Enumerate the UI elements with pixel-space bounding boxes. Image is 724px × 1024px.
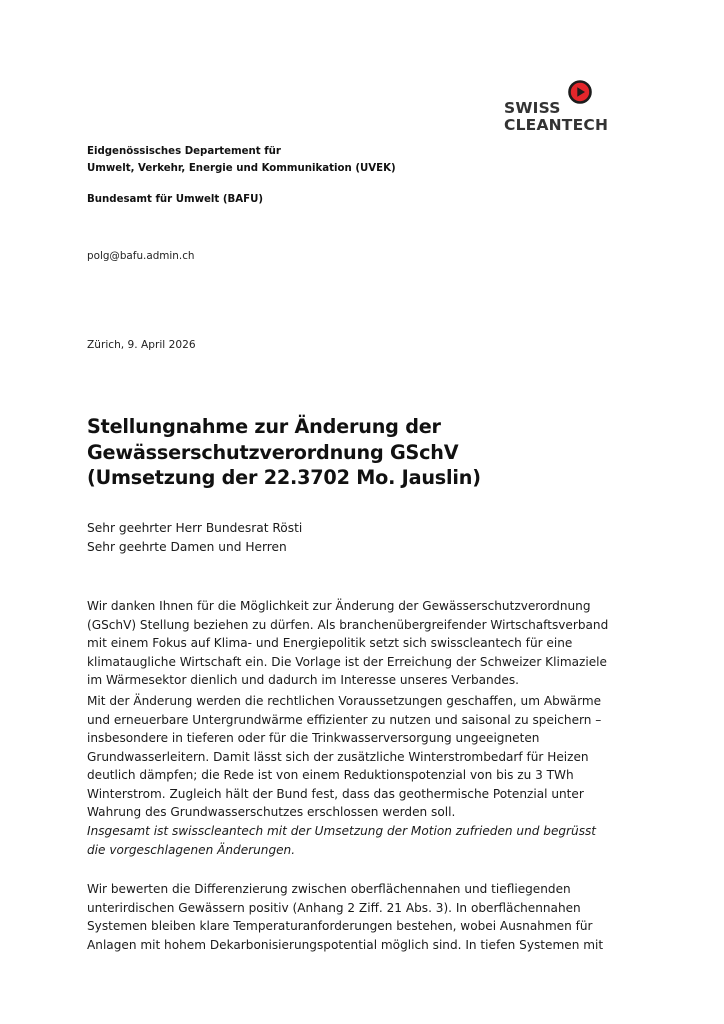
salutation <box>87 519 302 556</box>
paragraph-line: Insgesamt ist swisscleantech mit der Umsetzung der Motion zufrieden und begrüsst <box>87 824 597 838</box>
paragraph-line: Wahrung des Grundwasserschutzes erschlossen werden soll. <box>87 805 456 819</box>
logo-wordmark <box>504 100 608 134</box>
paragraph-line: mit einem Fokus auf Klima- und Energiepolitik setzt sich swisscleantech für eine <box>87 636 573 650</box>
salutation-line-2: Sehr geehrte Damen und Herren <box>87 539 287 554</box>
paragraph-line: klimataugliche Wirtschaft ein. Die Vorlage ist der Erreichung der Schweizer Klimaziele <box>87 654 607 669</box>
title-line-3: (Umsetzung der 22.3702 Mo. Jauslin) <box>87 466 481 489</box>
paragraph-line: unterirdischen Gewässern positiv (Anhang 2 Ziff. 21 Abs. 3). In oberflächennahen <box>87 900 581 915</box>
paragraph-line: Systemen bleiben klare Temperaturanforderungen bestehen, wobei Ausnahmen für <box>87 919 593 933</box>
paragraph-line: Anlagen mit hohem Dekarbonisierungspotential möglich sind. In tiefen Systemen mit <box>87 937 604 952</box>
title-line-2: Gewässerschutzverordnung GSchV <box>87 440 459 464</box>
paragraph-line: Grundwasserleitern. Damit lässt sich der zusätzliche Winterstrombedarf für Heizen <box>87 749 589 764</box>
recipient-email[interactable]: polg@bafu.admin.ch <box>87 250 195 262</box>
paragraph-line: im Wärmesektor dienlich und dadurch im Interesse unseres Verbandes. <box>87 673 519 687</box>
paragraph-context <box>87 692 647 822</box>
paragraph-line: Wir danken Ihnen für die Möglichkeit zur Änderung der Gewässerschutzverordnung <box>87 599 591 613</box>
logo-line-1: SWISS <box>504 99 561 117</box>
recipient-office: Bundesamt für Umwelt (BAFU) <box>87 194 264 205</box>
paragraph-line: und erneuerbare Untergrundwärme effizienter zu nutzen und saisonal zu speichern – <box>87 712 602 727</box>
recipient-department-line-2: Umwelt, Verkehr, Energie und Kommunikation (UVEK) <box>87 163 396 174</box>
paragraph-line: Wir bewerten die Differenzierung zwischen oberflächennahen und tiefliegenden <box>87 882 571 896</box>
swisscleantech-logo <box>504 78 624 140</box>
place-and-date: Zürich, 9. April 2026 <box>87 339 196 351</box>
logo-line-2: CLEANTECH <box>504 116 609 134</box>
recipient-department-line-1: Eidgenössisches Departement für <box>87 146 281 157</box>
paragraph-line: Winterstrom. Zugleich hält der Bund fest, dass das geothermische Potenzial unter <box>87 786 584 801</box>
paragraph-line: die vorgeschlagenen Änderungen. <box>87 842 296 857</box>
paragraph-line: Mit der Änderung werden die rechtlichen Voraussetzungen geschaffen, um Abwärme <box>87 694 602 708</box>
paragraph-intro <box>87 597 647 690</box>
salutation-line-1: Sehr geehrter Herr Bundesrat Rösti <box>87 521 303 535</box>
paragraph-line: insbesondere in tieferen oder für die Trinkwasserversorgung ungeeigneten <box>87 731 540 745</box>
title-line-1: Stellungnahme zur Änderung der <box>87 415 441 438</box>
letter-title <box>87 414 481 491</box>
paragraph-summary <box>87 822 647 859</box>
paragraph-line: deutlich dämpfen; die Rede ist von einem Reduktionspotenzial von bis zu 3 TWh <box>87 768 574 782</box>
paragraph-line: (GSchV) Stellung beziehen zu dürfen. Als branchenübergreifender Wirtschaftsverband <box>87 617 609 632</box>
paragraph-assessment <box>87 880 647 954</box>
